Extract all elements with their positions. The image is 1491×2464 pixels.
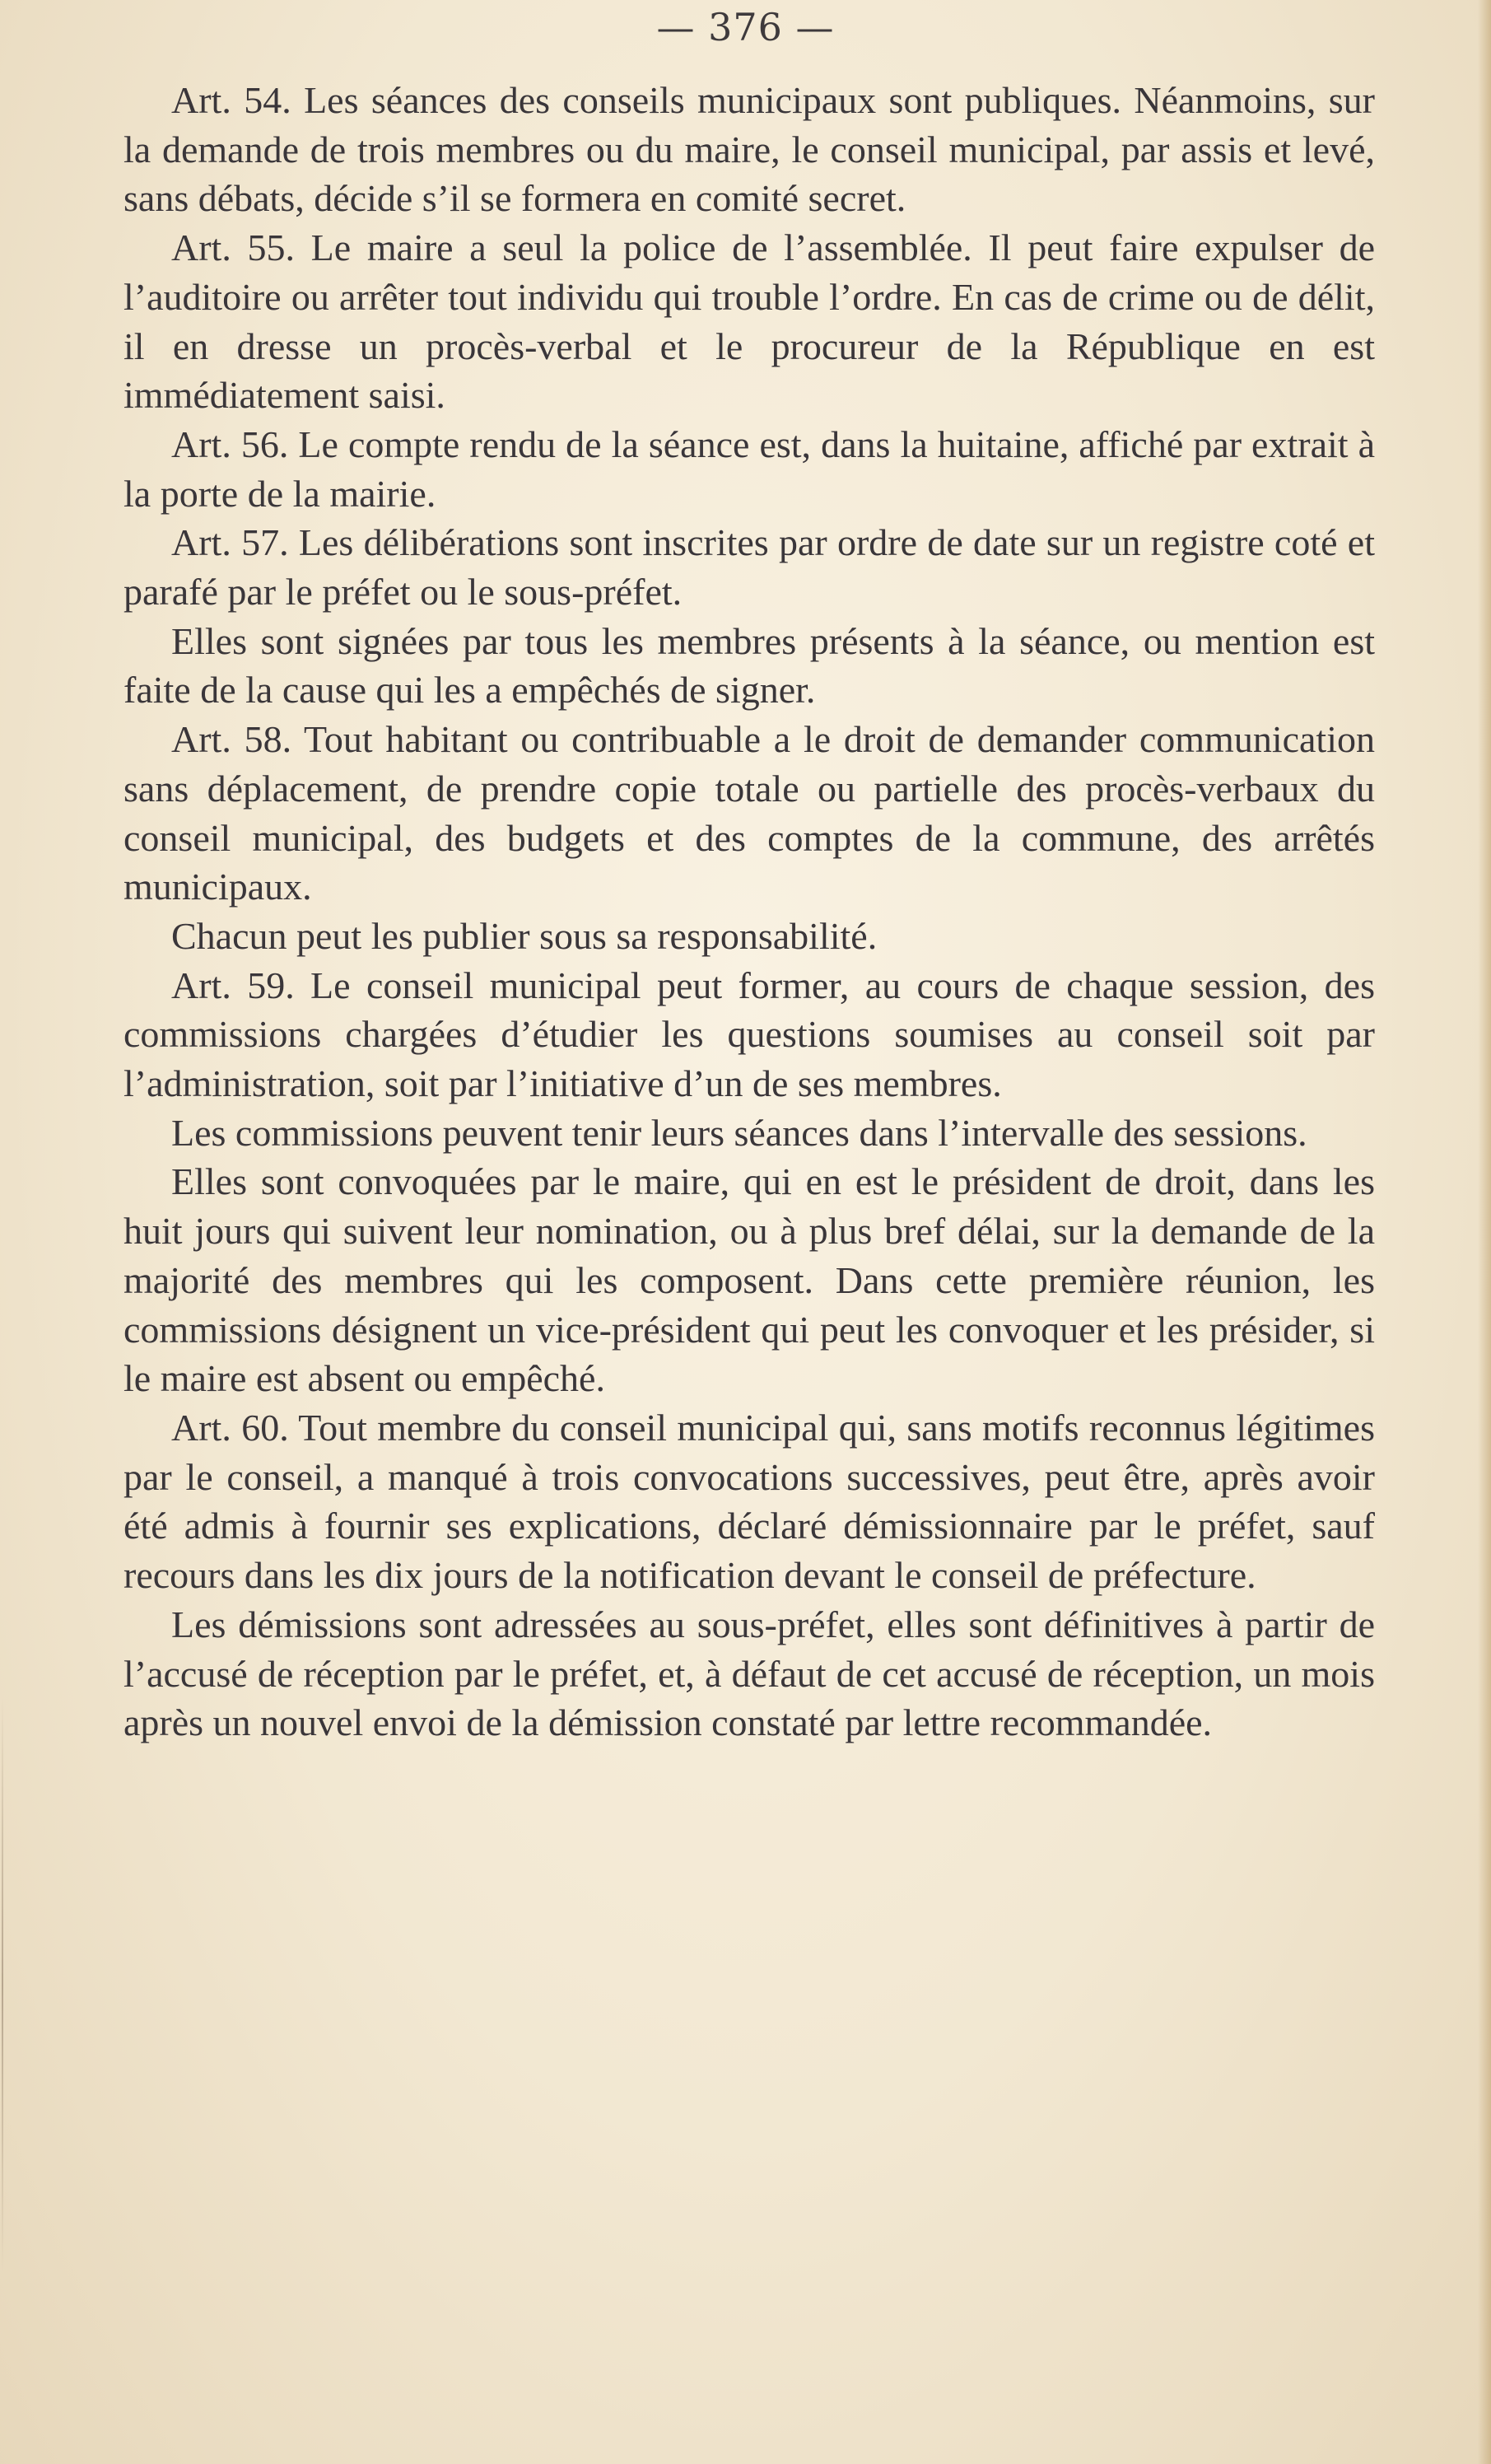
paragraph-art-60: Art. 60. Tout membre du conseil municipal qui, sans motifs reconnus légitimes par le conseil, a manqué à trois convocations successives, peut être, après avoir été admis à fournir ses explications, déclaré démissionnaire par le préfet, sauf recours dans les dix jours de la notification devant le conseil de préfecture.: [123, 1406, 1375, 1597]
paragraph-art-60-demissions: Les démissions sont adressées au sous-préfet, elles sont définitives à partir de l’accusé de réception par le préfet, et, à défaut de cet accusé de réception, un mois après un nouvel envoi de la démission constaté par lettre recommandée.: [123, 1603, 1375, 1744]
paragraph-art-59-convocation: Elles sont convoquées par le maire, qui en est le président de droit, dans les huit jours qui suivent leur nomination, ou à plus bref délai, sur la demande de la majorité des membres qui les composent. Dans cette première réunion, les commissions désignent un vice-président qui peut les convoquer et les présider, si le maire est absent ou empêché.: [123, 1160, 1375, 1400]
binding-mark: [2, 1696, 3, 2273]
paragraph-art-58-publication: Chacun peut les publier sous sa responsabilité.: [171, 914, 878, 957]
page-edge-shadow: [1478, 0, 1491, 2464]
paragraph-art-59: Art. 59. Le conseil municipal peut former, au cours de chaque session, des commissions chargées d’étudier les questions soumises au conseil soit par l’administration, soit par l’initiative d’un de ses membres.: [123, 964, 1375, 1105]
paragraph-art-54: Art. 54. Les séances des conseils municipaux sont publiques. Néanmoins, sur la demande de trois membres ou du maire, le conseil municipal, par assis et levé, sans débats, décide s’il se formera en comité secret.: [123, 79, 1375, 220]
paragraph-art-57: Art. 57. Les délibérations sont inscrites par ordre de date sur un registre coté et parafé par le préfet ou le sous-préfet.: [123, 521, 1375, 614]
paragraph-art-57-signatures: Elles sont signées par tous les membres présents à la séance, ou mention est faite de la cause qui les a empêchés de signer.: [123, 619, 1375, 712]
body-text: [123, 76, 1375, 1748]
paragraph-art-56: Art. 56. Le compte rendu de la séance est, dans la huitaine, affiché par extrait à la porte de la mairie.: [123, 422, 1375, 515]
paragraph-art-59-sessions: Les commissions peuvent tenir leurs séances dans l’intervalle des sessions.: [171, 1111, 1307, 1154]
paragraph-art-58: Art. 58. Tout habitant ou contribuable a le droit de demander communication sans déplacement, de prendre copie totale ou partielle des procès-verbaux du conseil municipal, des budgets et des comptes de la commune, des arrêtés municipaux.: [123, 718, 1375, 908]
page-number: — 376 —: [656, 5, 835, 49]
paragraph-art-55: Art. 55. Le maire a seul la police de l’assemblée. Il peut faire expulser de l’auditoire ou arrêter tout individu qui trouble l’ordre. En cas de crime ou de délit, il en dresse un procès-verbal et le procureur de la République en est immédiatement saisi.: [123, 226, 1375, 417]
